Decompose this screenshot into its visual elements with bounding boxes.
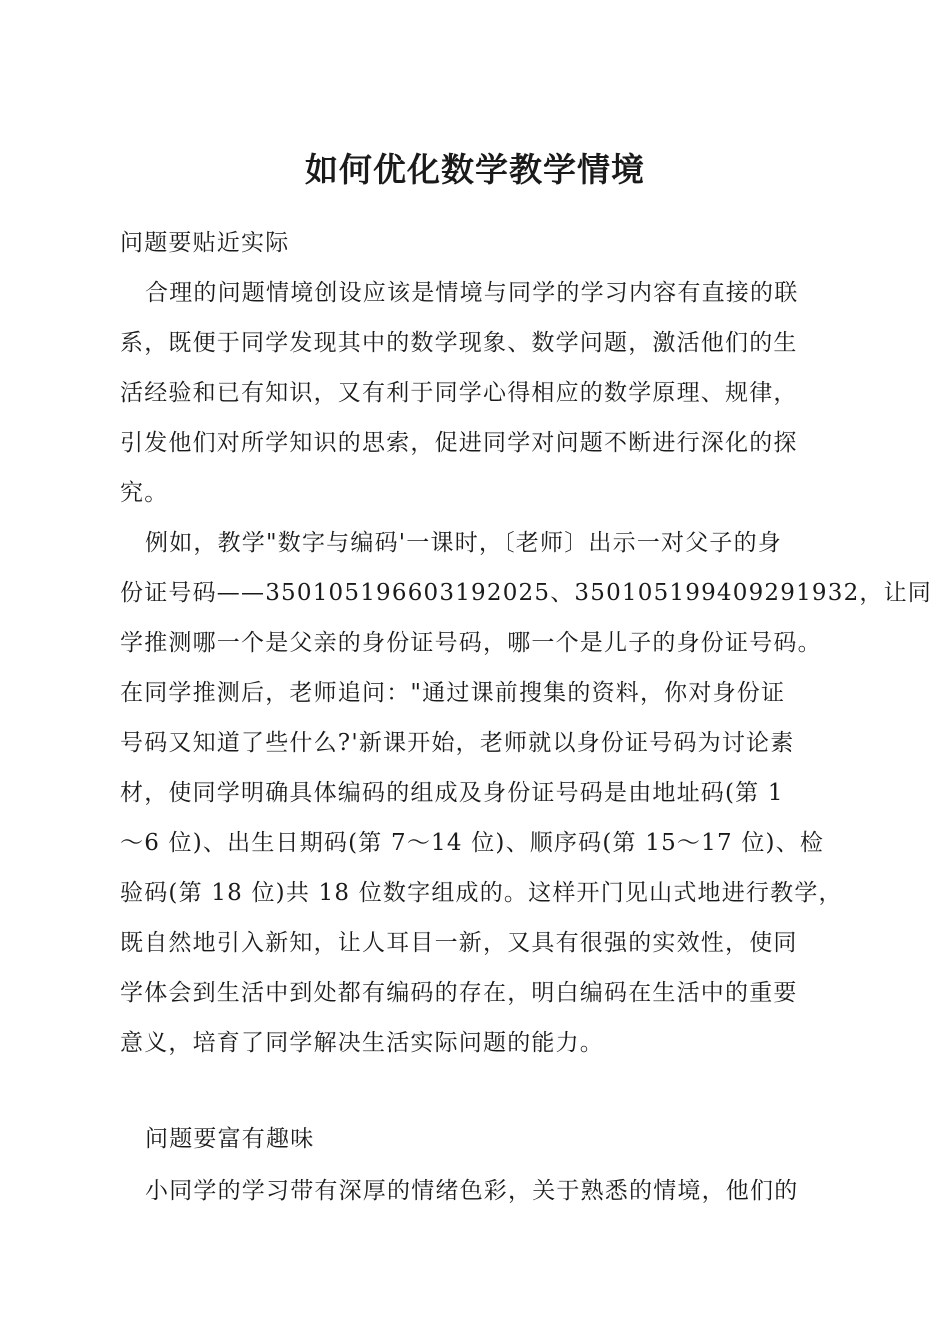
paragraph-line: 材，使同学明确具体编码的组成及身份证号码是由地址码(第 1 (120, 780, 784, 806)
section-heading-practical: 问题要贴近实际 (120, 230, 290, 256)
paragraph-line: 在同学推测后，老师追问："通过课前搜集的资料，你对身份证 (120, 680, 786, 706)
paragraph-line: 份证号码——350105196603192025、350105199409291932，让同 (120, 580, 932, 606)
paragraph-line: 究。 (120, 480, 169, 506)
paragraph-line: 活经验和已有知识，又有利于同学心得相应的数学原理、规律， (120, 380, 798, 406)
paragraph-line: 学推测哪一个是父亲的身份证号码，哪一个是儿子的身份证号码。 (120, 630, 822, 656)
paragraph-line: 学体会到生活中到处都有编码的存在，明白编码在生活中的重要 (120, 980, 798, 1006)
paragraph-line: ～6 位)、出生日期码(第 7～14 位)、顺序码(第 15～17 位)、检 (120, 830, 825, 856)
paragraph-line: 例如，教学"数字与编码'一课时，〔老师〕出示一对父子的身 (145, 530, 783, 556)
paragraph-line: 既自然地引入新知，让人耳目一新，又具有很强的实效性，使同 (120, 930, 798, 956)
paragraph-line: 合理的问题情境创设应该是情境与同学的学习内容有直接的联 (145, 280, 799, 306)
document-title: 如何优化数学教学情境 (305, 150, 645, 189)
paragraph-line: 验码(第 18 位)共 18 位数字组成的。这样开门见山式地进行教学， (120, 880, 843, 906)
paragraph-line: 小同学的学习带有深厚的情绪色彩，关于熟悉的情境，他们的 (145, 1178, 799, 1204)
paragraph-line: 号码又知道了些什么?'新课开始，老师就以身份证号码为讨论素 (120, 730, 795, 756)
paragraph-line: 引发他们对所学知识的思索，促进同学对问题不断进行深化的探 (120, 430, 798, 456)
section-heading-interesting: 问题要富有趣味 (145, 1126, 315, 1152)
paragraph-line: 系，既便于同学发现其中的数学现象、数学问题，激活他们的生 (120, 330, 798, 356)
paragraph-line: 意义，培育了同学解决生活实际问题的能力。 (120, 1030, 604, 1056)
